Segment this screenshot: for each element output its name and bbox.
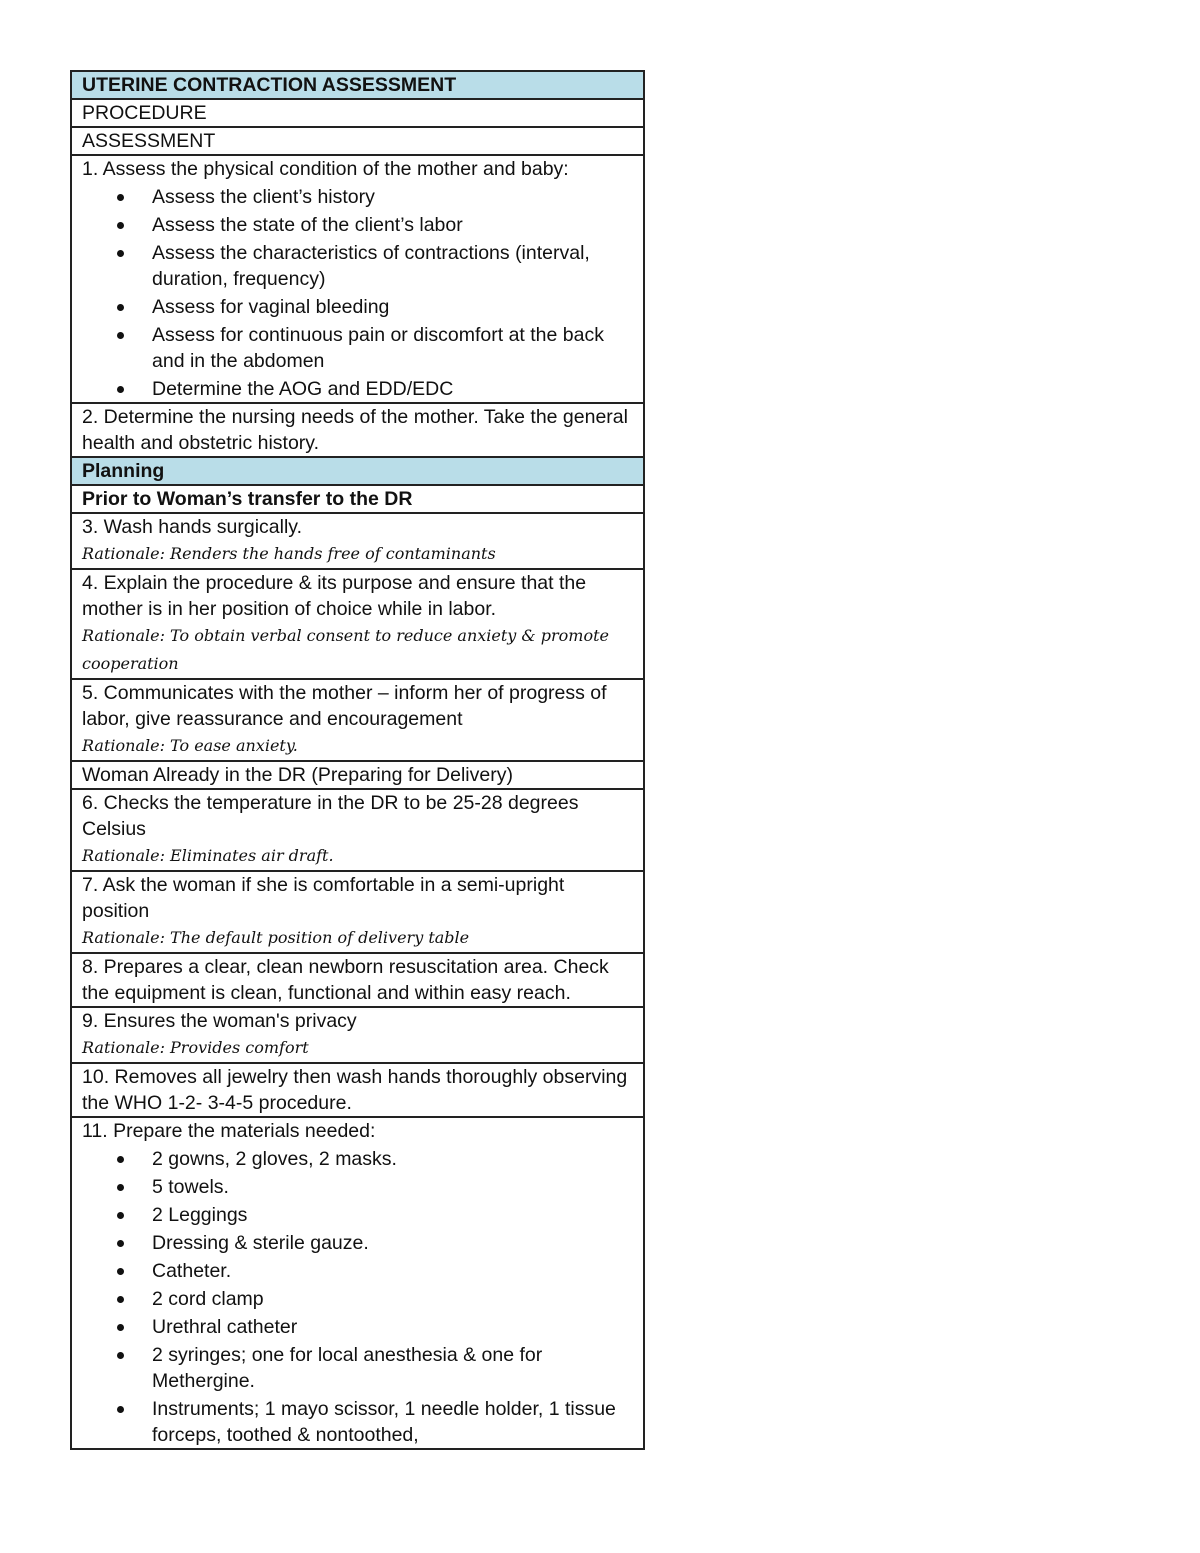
step-11-bullets <box>82 1146 635 1448</box>
step-2-cell: 2. Determine the nursing needs of the mother. Take the general health and obstetric history. <box>71 403 644 457</box>
table-row <box>71 127 644 155</box>
step-9-cell <box>71 1007 644 1063</box>
table-row <box>71 789 644 871</box>
step-7-rationale: Rationale: The default position of delivery table <box>82 928 470 947</box>
table-row <box>71 871 644 953</box>
step-3-cell <box>71 513 644 569</box>
table-row <box>71 513 644 569</box>
procedure-label: PROCEDURE <box>71 99 644 127</box>
prior-transfer-header: Prior to Woman’s transfer to the DR <box>71 485 644 513</box>
table-title: UTERINE CONTRACTION ASSESSMENT <box>71 71 644 99</box>
step-1-bullets <box>82 184 635 402</box>
step-6-cell <box>71 789 644 871</box>
list-item: Dressing & sterile gauze. <box>152 1230 635 1256</box>
list-item: Catheter. <box>152 1258 635 1284</box>
table-row <box>71 403 644 457</box>
step-8-cell: 8. Prepares a clear, clean newborn resuscitation area. Check the equipment is clean, functional and within easy reach. <box>71 953 644 1007</box>
step-5-text: 5. Communicates with the mother – inform her of progress of labor, give reassurance and encouragement <box>82 682 607 730</box>
list-item: Assess for continuous pain or discomfort at the back and in the abdomen <box>152 322 635 374</box>
table-row <box>71 1063 644 1117</box>
step-7-text: 7. Ask the woman if she is comfortable in a semi-upright position <box>82 874 565 922</box>
table-row <box>71 155 644 403</box>
assessment-label: ASSESSMENT <box>71 127 644 155</box>
table-row <box>71 71 644 99</box>
table-row <box>71 569 644 679</box>
step-4-rationale: Rationale: To obtain verbal consent to reduce anxiety & promote cooperation <box>82 626 609 673</box>
table-row <box>71 99 644 127</box>
list-item: Assess for vaginal bleeding <box>152 294 635 320</box>
planning-header: Planning <box>71 457 644 485</box>
list-item: Assess the characteristics of contractions (interval, duration, frequency) <box>152 240 635 292</box>
table-row <box>71 1117 644 1449</box>
list-item: Instruments; 1 mayo scissor, 1 needle holder, 1 tissue forceps, toothed & nontoothed, <box>152 1396 635 1448</box>
list-item: 2 syringes; one for local anesthesia & one for Methergine. <box>152 1342 635 1394</box>
step-9-text: 9. Ensures the woman's privacy <box>82 1010 357 1032</box>
table-row <box>71 679 644 761</box>
table-row <box>71 761 644 789</box>
step-11-text: 11. Prepare the materials needed: <box>82 1120 376 1142</box>
procedure-table <box>70 70 645 1450</box>
list-item: Determine the AOG and EDD/EDC <box>152 376 635 402</box>
table-row <box>71 953 644 1007</box>
table-row <box>71 457 644 485</box>
list-item: Assess the state of the client’s labor <box>152 212 635 238</box>
step-10-cell: 10. Removes all jewelry then wash hands thoroughly observing the WHO 1-2- 3-4-5 procedure. <box>71 1063 644 1117</box>
table-row <box>71 1007 644 1063</box>
step-5-rationale: Rationale: To ease anxiety. <box>82 736 298 755</box>
step-4-text: 4. Explain the procedure & its purpose and ensure that the mother is in her position of choice while in labor. <box>82 572 587 620</box>
list-item: 5 towels. <box>152 1174 635 1200</box>
list-item: 2 cord clamp <box>152 1286 635 1312</box>
step-3-text: 3. Wash hands surgically. <box>82 516 303 538</box>
step-9-rationale: Rationale: Provides comfort <box>82 1038 309 1057</box>
list-item: 2 Leggings <box>152 1202 635 1228</box>
table-row <box>71 485 644 513</box>
list-item: Urethral catheter <box>152 1314 635 1340</box>
step-3-rationale: Rationale: Renders the hands free of contaminants <box>82 544 496 563</box>
list-item: 2 gowns, 2 gloves, 2 masks. <box>152 1146 635 1172</box>
step-11-cell <box>71 1117 644 1449</box>
step-6-rationale: Rationale: Eliminates air draft. <box>82 846 334 865</box>
list-item: Assess the client’s history <box>152 184 635 210</box>
step-6-text: 6. Checks the temperature in the DR to be 25-28 degrees Celsius <box>82 792 579 840</box>
step-7-cell <box>71 871 644 953</box>
step-4-cell <box>71 569 644 679</box>
step-1-cell <box>71 155 644 403</box>
step-1-text: 1. Assess the physical condition of the mother and baby: <box>82 158 569 180</box>
in-dr-header: Woman Already in the DR (Preparing for Delivery) <box>71 761 644 789</box>
step-5-cell <box>71 679 644 761</box>
